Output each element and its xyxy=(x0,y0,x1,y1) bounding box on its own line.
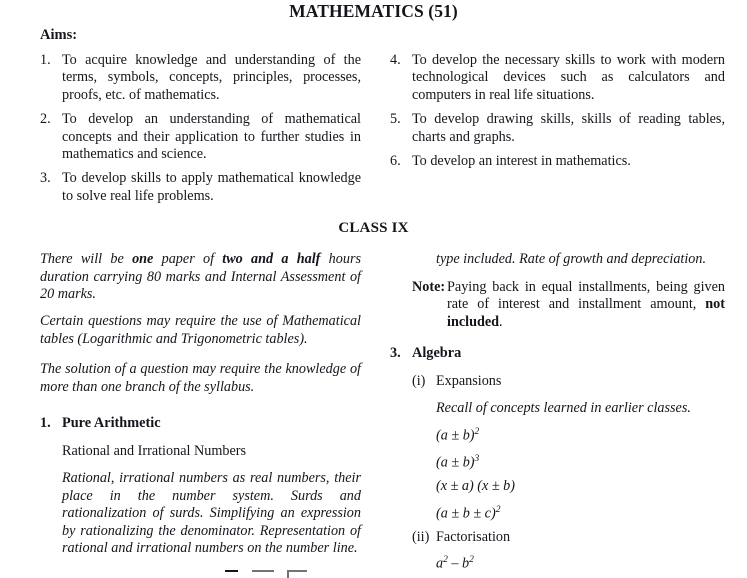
list-item-text: To develop an interest in mathematics. xyxy=(412,153,631,170)
note-label: Note: xyxy=(412,278,446,295)
aims-column-left xyxy=(0,52,375,205)
aims-heading: Aims: xyxy=(40,27,78,43)
expression-exponent: 2 xyxy=(495,504,501,515)
expression-base: (a ± b) xyxy=(436,427,475,444)
topic-title: Algebra xyxy=(412,345,462,362)
commercial-math-continuation: type included. Rate of growth and depreciation. xyxy=(436,251,707,268)
list-item-number: 6. xyxy=(390,153,401,170)
exam-pattern-part-1: There will be xyxy=(40,251,133,268)
subtopic-rational-irrational: Rational and Irrational Numbers xyxy=(62,442,246,459)
exam-pattern-part-2: paper of xyxy=(153,251,223,268)
list-item-number: 5. xyxy=(390,111,401,128)
topic-number: 1. xyxy=(40,415,51,432)
note-text-part-2: . xyxy=(499,313,503,330)
expression-exponent: 2 xyxy=(443,555,448,566)
list-item-text: To develop skills to apply mathematical knowledge to solve real life problems. xyxy=(62,170,361,204)
topic-pure-arithmetic xyxy=(40,415,361,433)
note-text-part-1: Paying back in equal installments, being given rate of interest and installment amount, xyxy=(447,278,725,313)
clipped-fraction-glyphs xyxy=(225,564,345,578)
expression-a-squared-minus-b-squared xyxy=(390,552,725,573)
list-item-number: 1. xyxy=(40,52,51,68)
subtopic-factorisation xyxy=(390,529,725,547)
expansions-recall-note: Recall of concepts learned in earlier classes. xyxy=(436,400,691,417)
list-item-text: To develop an understanding of mathematical concepts and their application to further studies in mathematics and science. xyxy=(62,111,361,163)
list-item-number: 3. xyxy=(40,170,51,187)
list-item xyxy=(40,111,361,163)
list-item xyxy=(390,111,725,146)
expression-exponent: 2 xyxy=(469,555,474,566)
expression-a-plus-minus-b-squared xyxy=(390,424,725,445)
list-item-text: To develop drawing skills, skills of reading tables, charts and graphs. xyxy=(412,111,725,145)
subtopic-title: Factorisation xyxy=(436,528,511,545)
subtopic-numeral: (i) xyxy=(412,372,426,389)
expression-operator-term-b: – b xyxy=(447,556,470,573)
syllabus-column-right xyxy=(375,251,747,573)
expression-base: (a ± b) xyxy=(436,454,475,471)
list-item xyxy=(40,170,361,205)
class-heading: CLASS IX xyxy=(338,220,409,237)
syllabus-column-left xyxy=(0,251,375,573)
expression-a-b-c-squared xyxy=(390,502,725,523)
note-text-emph: not included xyxy=(447,296,725,330)
expression-term-a: a xyxy=(436,556,444,573)
topic-number: 3. xyxy=(390,345,401,362)
list-item-number: 2. xyxy=(40,111,51,128)
fraction-bar-1 xyxy=(225,570,238,572)
expression-a-plus-minus-b-cubed xyxy=(390,451,725,472)
topic1-description: Rational, irrational numbers as real numbers, their place in the number system. Surds and rationalization of surds. Simplifying an expression by rationalizing the denominator. Representation of rational and irrational numbers on the number line. xyxy=(62,470,361,557)
radical-stem xyxy=(287,570,289,578)
list-item xyxy=(390,52,725,104)
list-item-number: 4. xyxy=(390,52,401,68)
syllabus-columns xyxy=(0,251,747,573)
expression-base: (a ± b ± c) xyxy=(436,505,496,522)
exam-pattern-paragraph xyxy=(40,251,361,304)
solution-branch-paragraph: The solution of a question may require the knowledge of more than one branch of the syllabus. xyxy=(40,361,361,395)
subtopic-title: Expansions xyxy=(436,372,502,389)
exam-pattern-part-3: hours duration carrying 80 marks and Internal Assessment of 20 marks. xyxy=(40,251,361,303)
aims-column-right xyxy=(375,52,747,205)
subtopic-numeral: (ii) xyxy=(412,528,430,545)
exam-pattern-emph-one: one xyxy=(132,251,154,268)
list-item xyxy=(40,52,361,104)
topic-title: Pure Arithmetic xyxy=(62,415,161,432)
math-tables-paragraph: Certain questions may require the use of Mathematical tables (Logarithmic and Trigonometric tables). xyxy=(40,313,361,347)
fraction-bar-2 xyxy=(252,570,274,572)
fraction-bar-3 xyxy=(287,570,307,572)
aims-columns xyxy=(0,52,747,205)
aims-list-right xyxy=(390,52,725,170)
expression-x-a-x-b: (x ± a) (x ± b) xyxy=(436,478,515,495)
topic-algebra xyxy=(390,345,725,363)
list-item-text: To develop the necessary skills to work with modern technological devices such as calculators and computers in real life situations. xyxy=(412,52,725,103)
expression-exponent: 2 xyxy=(474,426,480,437)
list-item xyxy=(390,153,725,170)
note-block xyxy=(390,279,725,332)
page-title: MATHEMATICS (51) xyxy=(289,1,458,21)
subtopic-expansions xyxy=(390,373,725,391)
list-item-text: To acquire knowledge and understanding of the terms, symbols, concepts, principles, processes, proofs, etc. of mathematics. xyxy=(62,52,361,103)
aims-list-left xyxy=(40,52,361,205)
expression-exponent: 3 xyxy=(474,453,480,464)
exam-pattern-emph-duration: two and a half xyxy=(222,251,321,268)
